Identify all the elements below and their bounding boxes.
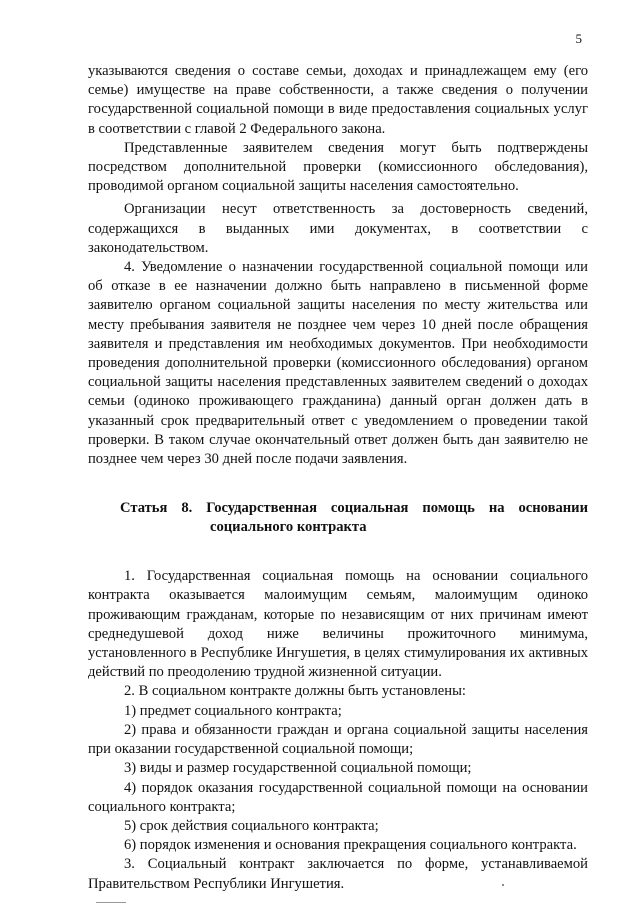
article-heading: [88, 499, 588, 537]
list-item: 2) права и обязанности граждан и органа социальной защиты населения при оказании государственной социальной помощи;: [88, 721, 588, 758]
paragraph: Представленные заявителем сведения могут быть подтверждены посредством дополнительной проверки (комиссионного обследования), проводимой органом социальной защиты населения самостоятельно.: [88, 139, 588, 195]
paragraph: 1. Государственная социальная помощь на основании социального контракта оказывается малоимущим семьям, малоимущим одиноко проживающим гражданам, которые по независящим от них причинам имеют среднедушевой доход ниже величины прожиточного минимума, установленного в Республике Ингушетия, в целях стимулирования их активных действий по преодолению трудной жизненной ситуации.: [88, 568, 588, 681]
article-title-line-1: Статья 8. Государственная социальная помощь на основании: [120, 500, 588, 517]
scan-edge-mark: [96, 902, 126, 903]
paragraph: Организации несут ответственность за достоверность сведений, содержащихся в выданных ими документах, в соответствии с законодательством.: [88, 201, 588, 256]
list-item: 1) предмет социального контракта;: [124, 702, 342, 719]
paragraph: 3. Социальный контракт заключается по форме, устанавливаемой Правительством Республики Ингушетия.: [88, 856, 588, 892]
list-item: 4) порядок оказания государственной социальной помощи на основании социального контракта;: [88, 779, 588, 815]
paragraph: 4. Уведомление о назначении государственной социальной помощи или об отказе в ее назначении должно быть направлено в письменной форме заявителю органом социальной защиты населения по месту жительства или месту пребывания заявителя не позднее чем через 10 дней после обращения заявителя и представления им необходимых документов. При необходимости проведения дополнительной проверки (комиссионного обследования) органом социальной защиты населения представленных заявителем сведений о доходах семьи (одиноко проживающего гражданина) данный орган должен дать в указанный срок предварительный ответ с уведомлением о проведении такой проверки. В таком случае окончательный ответ должен быть дан заявителю не позднее чем через 30 дней после подачи заявления.: [88, 259, 588, 468]
page-number: 5: [575, 31, 582, 46]
document-body: [88, 62, 588, 894]
list-item: 5) срок действия социального контракта;: [124, 817, 379, 834]
scan-speck: [502, 884, 504, 886]
article-title-line-2: социального контракта: [210, 519, 367, 536]
list-item: 3) виды и размер государственной социальной помощи;: [124, 760, 472, 777]
paragraph: указываются сведения о составе семьи, доходах и принадлежащем ему (его семье) имуществе на праве собственности, а также сведения о получении государственной социальной помощи в виде предоставления социальных услуг в соответствии с главой 2 Федерального закона.: [88, 63, 588, 137]
list-item: 6) порядок изменения и основания прекращения социального контракта.: [124, 837, 577, 854]
paragraph: 2. В социальном контракте должны быть установлены:: [124, 683, 466, 700]
